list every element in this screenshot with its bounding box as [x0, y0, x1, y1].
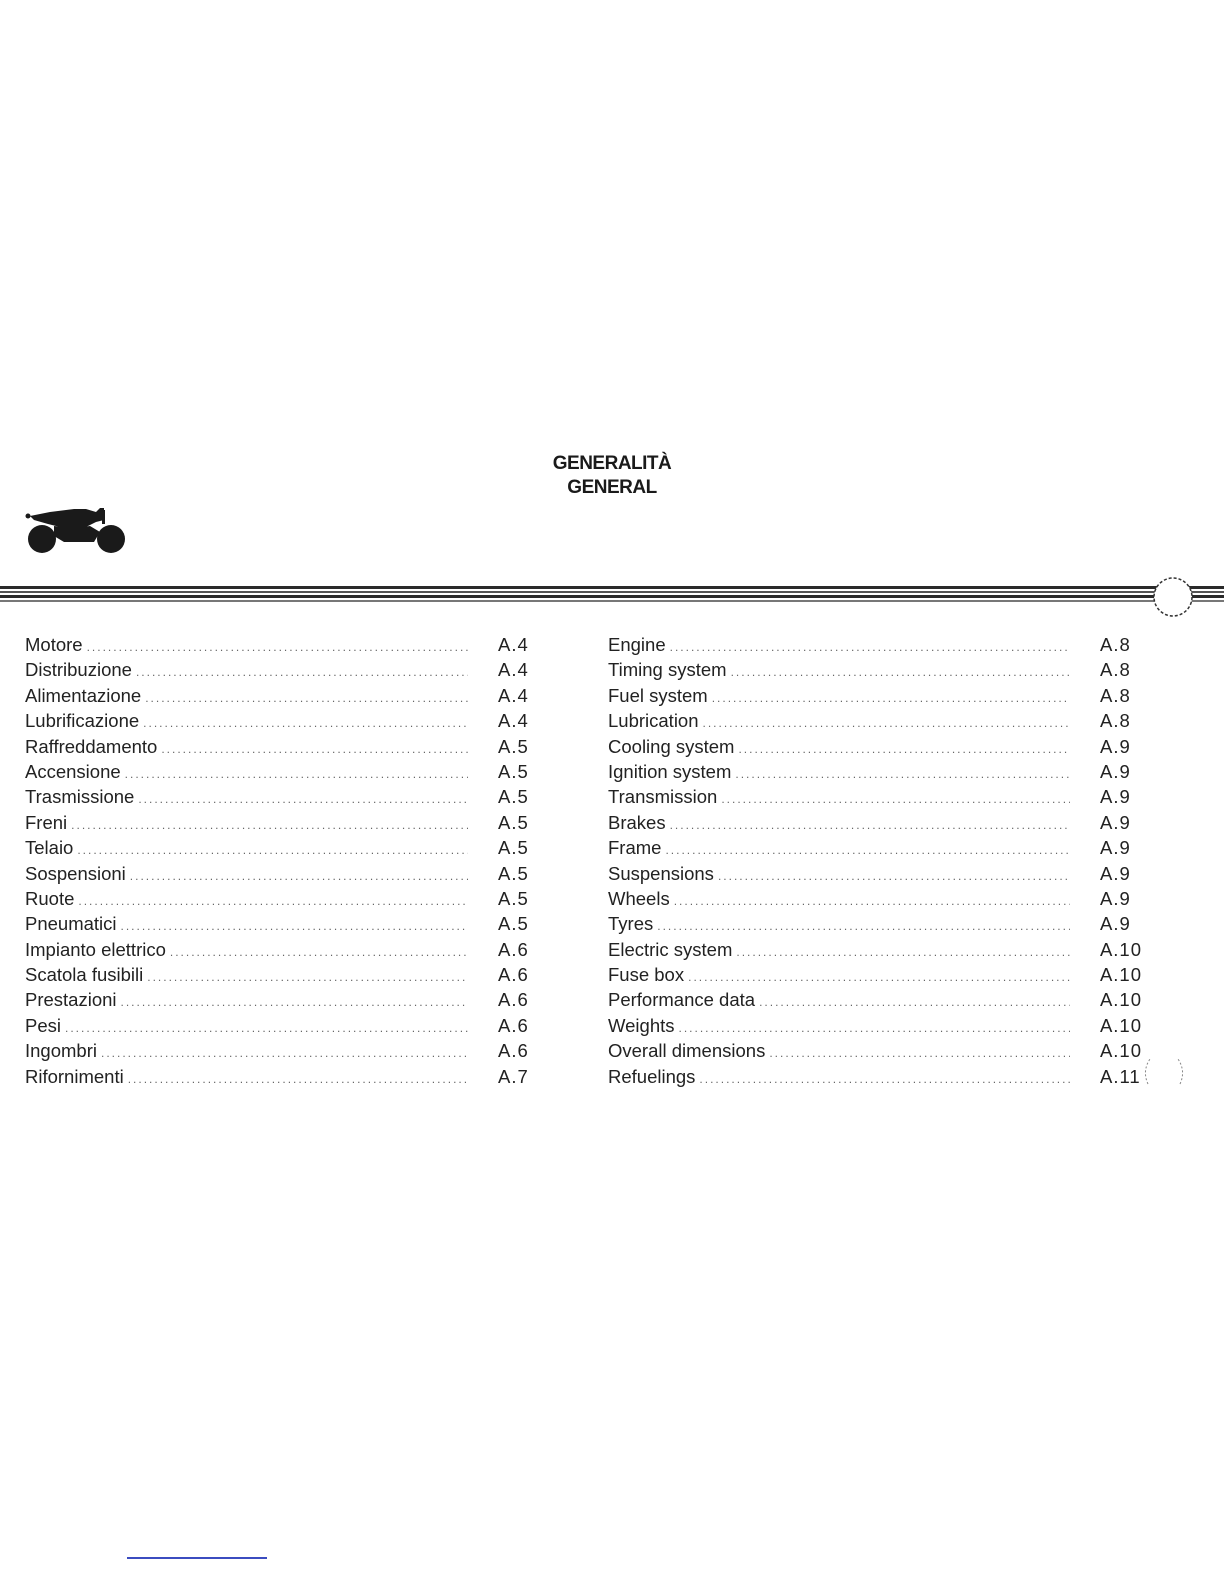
toc-dot-leader: [87, 640, 468, 654]
toc-entry-label: Timing system: [608, 659, 727, 681]
toc-dot-leader: [121, 919, 468, 933]
toc-dot-leader: [145, 691, 468, 705]
toc-dot-leader: [121, 995, 468, 1009]
toc-entry-label: Prestazioni: [25, 989, 117, 1011]
toc-dot-leader: [735, 767, 1070, 781]
toc-dot-leader: [703, 716, 1070, 730]
toc-entry-page: A.10: [1099, 938, 1142, 960]
toc-entry-label: Wheels: [608, 887, 670, 909]
toc-entry[interactable]: [608, 913, 1142, 938]
toc-dot-leader: [143, 716, 468, 730]
toc-entry[interactable]: [25, 710, 540, 735]
toc-entry-label: Ingombri: [25, 1040, 97, 1062]
toc-entry[interactable]: [25, 1066, 540, 1091]
toc-entry[interactable]: [608, 964, 1142, 989]
toc-entry-page: A.8: [1100, 659, 1131, 681]
toc-entry-label: Engine: [608, 634, 666, 655]
page-title-english: GENERAL: [567, 477, 657, 498]
toc-entry-label: Suspensions: [608, 862, 714, 884]
toc-entry-page: A.4: [498, 710, 529, 732]
toc-entry-page: A.6: [498, 989, 529, 1011]
toc-entry-label: Fuel system: [608, 684, 708, 706]
toc-entry[interactable]: [25, 1015, 540, 1040]
section-tab-icon: [1150, 574, 1196, 620]
toc-entry-label: Frame: [608, 837, 662, 859]
toc-entry[interactable]: [608, 710, 1142, 735]
toc-dot-leader: [657, 919, 1070, 933]
toc-entry[interactable]: [25, 1040, 540, 1065]
toc-dot-leader: [718, 869, 1070, 883]
bracket-icon: [1140, 1056, 1190, 1086]
toc-entry-label: Lubrication: [608, 710, 699, 732]
toc-entry[interactable]: [608, 863, 1142, 888]
toc-dot-leader: [674, 894, 1070, 908]
toc-dot-leader: [670, 818, 1070, 832]
toc-entry-page: A.4: [498, 659, 529, 681]
toc-entry-label: Ruote: [25, 887, 75, 909]
toc-entry-page: A.9: [1100, 862, 1131, 884]
toc-entry-page: A.5: [498, 735, 529, 757]
toc-dot-leader: [78, 894, 468, 908]
toc-entry[interactable]: [25, 863, 540, 888]
toc-dot-leader: [712, 691, 1070, 705]
toc-entry[interactable]: [25, 964, 540, 989]
toc-entry[interactable]: [608, 939, 1142, 964]
toc-entry-label: Brakes: [608, 811, 666, 833]
toc-entry-label: Accensione: [25, 760, 121, 782]
toc-dot-leader: [738, 742, 1070, 756]
toc-entry[interactable]: [608, 888, 1142, 913]
toc-entry-page: A.4: [498, 634, 529, 655]
toc-entry-label: Pneumatici: [25, 913, 117, 935]
toc-entry-page: A.9: [1100, 786, 1131, 808]
toc-entry[interactable]: [608, 761, 1142, 786]
toc-entry[interactable]: [608, 812, 1142, 837]
toc-entry-page: A.9: [1100, 811, 1131, 833]
toc-english: [608, 634, 1142, 1091]
section-divider: [0, 586, 1224, 604]
toc-dot-leader: [65, 1021, 468, 1035]
toc-entry-page: A.8: [1100, 634, 1131, 655]
toc-dot-leader: [138, 792, 468, 806]
toc-entry-page: A.9: [1100, 837, 1131, 859]
toc-entry[interactable]: [25, 888, 540, 913]
motorcycle-icon: [24, 506, 128, 556]
toc-entry-label: Sospensioni: [25, 862, 126, 884]
toc-dot-leader: [170, 945, 468, 959]
toc-entry-label: Ignition system: [608, 760, 732, 782]
toc-entry-page: A.5: [498, 811, 529, 833]
toc-entry-page: A.6: [498, 1040, 529, 1062]
toc-entry-page: A.5: [498, 913, 529, 935]
toc-entry-page: A.10: [1099, 964, 1142, 986]
toc-entry-label: Overall dimensions: [608, 1040, 766, 1062]
toc-entry[interactable]: [25, 913, 540, 938]
toc-entry-page: A.5: [498, 760, 529, 782]
toc-entry-page: A.6: [498, 1014, 529, 1036]
toc-entry-label: Scatola fusibili: [25, 964, 144, 986]
toc-entry[interactable]: [608, 685, 1142, 710]
toc-dot-leader: [125, 767, 468, 781]
toc-entry[interactable]: [608, 634, 1142, 659]
toc-entry-page: A.4: [498, 684, 529, 706]
toc-entry-page: A.6: [498, 938, 529, 960]
toc-entry-label: Freni: [25, 811, 68, 833]
toc-dot-leader: [161, 742, 468, 756]
toc-entry-page: A.5: [498, 862, 529, 884]
toc-entry-label: Raffreddamento: [25, 735, 158, 757]
toc-entry-page: A.11: [1100, 1065, 1141, 1087]
toc-dot-leader: [665, 843, 1070, 857]
page-title: [0, 452, 1224, 500]
toc-entry[interactable]: [608, 837, 1142, 862]
toc-entry-page: A.7: [498, 1065, 529, 1087]
toc-entry-label: Impianto elettrico: [25, 938, 166, 960]
toc-entry[interactable]: [608, 659, 1142, 684]
toc-entry[interactable]: [608, 1040, 1142, 1065]
toc-dot-leader: [731, 665, 1070, 679]
toc-entry[interactable]: [608, 786, 1142, 811]
toc-dot-leader: [77, 843, 468, 857]
page-title-italian: GENERALITÀ: [552, 453, 672, 474]
toc-entry-label: Fuse box: [608, 964, 685, 986]
toc-entry[interactable]: [25, 837, 540, 862]
toc-dot-leader: [147, 970, 468, 984]
toc-dot-leader: [71, 818, 468, 832]
toc-entry-page: A.9: [1100, 913, 1131, 935]
toc-entry-label: Lubrificazione: [25, 710, 140, 732]
toc-dot-leader: [130, 869, 468, 883]
toc-entry-label: Performance data: [608, 989, 756, 1011]
toc-entry-label: Electric system: [608, 938, 733, 960]
toc-entry-label: Alimentazione: [25, 684, 142, 706]
toc-entry-page: A.9: [1100, 887, 1131, 909]
toc-entry[interactable]: [608, 989, 1142, 1014]
toc-entry-label: Trasmissione: [25, 786, 135, 808]
toc-entry-page: A.5: [498, 837, 529, 859]
toc-entry-label: Cooling system: [608, 735, 735, 757]
toc-entry-page: A.8: [1100, 684, 1131, 706]
toc-dot-leader: [679, 1021, 1070, 1035]
toc-entry-label: Motore: [25, 634, 83, 655]
toc-entry[interactable]: [25, 736, 540, 761]
toc-entry-label: Weights: [608, 1014, 675, 1036]
toc-entry[interactable]: [25, 939, 540, 964]
toc-entry[interactable]: [25, 989, 540, 1014]
toc-entry-page: A.5: [498, 786, 529, 808]
toc-dot-leader: [699, 1072, 1070, 1086]
toc-dot-leader: [769, 1046, 1070, 1060]
toc-dot-leader: [736, 945, 1070, 959]
toc-italian: [25, 634, 540, 1091]
toc-entry[interactable]: [608, 1015, 1142, 1040]
toc-entry-label: Telaio: [25, 837, 74, 859]
toc-dot-leader: [759, 995, 1070, 1009]
toc-entry[interactable]: [608, 1066, 1142, 1091]
toc-dot-leader: [721, 792, 1070, 806]
toc-entry[interactable]: [25, 812, 540, 837]
toc-entry-label: Distribuzione: [25, 659, 132, 681]
toc-dot-leader: [136, 665, 468, 679]
toc-entry-page: A.8: [1100, 710, 1131, 732]
toc-entry[interactable]: [25, 685, 540, 710]
toc-entry[interactable]: [25, 761, 540, 786]
toc-entry-label: Rifornimenti: [25, 1065, 124, 1087]
toc-entry-page: A.10: [1099, 1040, 1142, 1062]
toc-entry-label: Transmission: [608, 786, 718, 808]
toc-entry-label: Refuelings: [608, 1065, 696, 1087]
toc-entry-page: A.5: [498, 887, 529, 909]
toc-entry-page: A.6: [498, 964, 529, 986]
toc-entry-page: A.10: [1099, 1014, 1142, 1036]
footer-rule: [127, 1557, 267, 1559]
toc-dot-leader: [688, 970, 1070, 984]
toc-dot-leader: [101, 1046, 468, 1060]
toc-entry-page: A.9: [1100, 735, 1131, 757]
toc-entry[interactable]: [608, 736, 1142, 761]
toc-entry[interactable]: [25, 659, 540, 684]
toc-entry[interactable]: [25, 786, 540, 811]
toc-dot-leader: [128, 1072, 468, 1086]
toc-entry-label: Pesi: [25, 1014, 61, 1036]
toc-entry-page: A.9: [1100, 760, 1131, 782]
toc-dot-leader: [670, 640, 1070, 654]
toc-entry[interactable]: [25, 634, 540, 659]
toc-entry-page: A.10: [1099, 989, 1142, 1011]
toc-entry-label: Tyres: [608, 913, 654, 935]
